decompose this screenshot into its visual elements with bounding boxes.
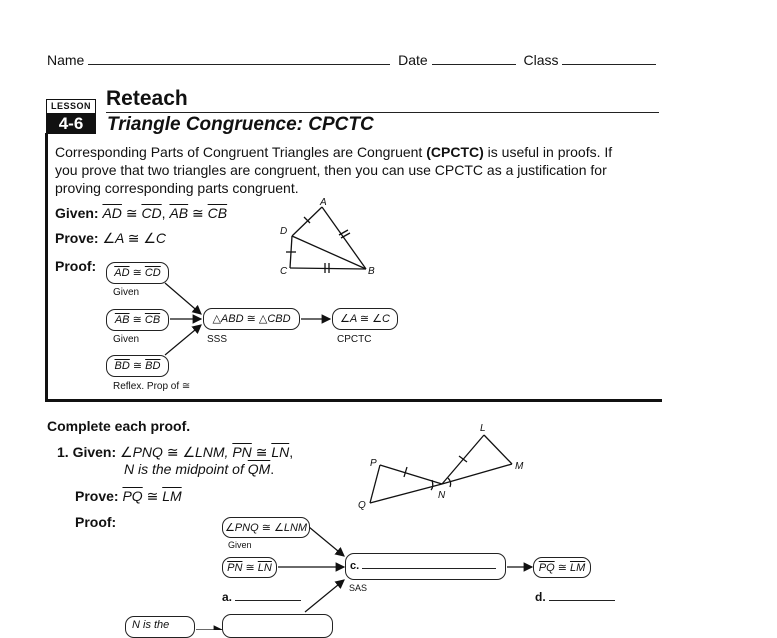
given-angle: ∠PNQ ≅ ∠LNM, [120, 444, 233, 460]
seg-ab: $\overline{AB}$ [169, 205, 189, 221]
cong-symbol: ≅ [132, 267, 142, 279]
vertex-label-m: M [515, 461, 524, 472]
exercise-proof-label: Proof: [75, 514, 117, 530]
edge-pq [370, 465, 380, 503]
vertex-label-c: C [280, 266, 288, 277]
arrow-ex-3 [305, 580, 344, 612]
cong-symbol: ≅ [255, 444, 268, 460]
caption-reflexive: Reflex. Prop of ≅ [113, 381, 191, 392]
midpoint-text: N is the midpoint of [124, 461, 248, 477]
box-seg: $\overline{LN}$ [257, 562, 272, 574]
box-seg: $\overline{CB}$ [144, 314, 161, 326]
blank-a-line[interactable] [235, 600, 301, 601]
blank-c-line[interactable] [362, 554, 496, 569]
given-label: Given: [55, 205, 99, 221]
vertex-label-a: A [320, 197, 327, 208]
bowtie-figure [354, 420, 534, 512]
exercise-prove [75, 488, 182, 505]
lesson-tag: LESSON [46, 99, 96, 114]
ex-box-final [533, 557, 591, 578]
box-seg: $\overline{CD}$ [144, 267, 161, 279]
vertex-label-l: L [480, 423, 486, 434]
example-proof-label: Proof: [55, 258, 97, 274]
intro-cpctc: (CPCTC) [426, 144, 484, 160]
blank-a [222, 590, 301, 604]
ex-box-midpoint [125, 616, 195, 638]
caption-given-1: Given [113, 287, 140, 298]
box-seg: $\overline{PQ}$ [538, 562, 555, 574]
blank-d [535, 590, 615, 604]
lesson-title: Triangle Congruence: CPCTC [107, 114, 374, 135]
seg-cb: $\overline{CB}$ [207, 205, 228, 221]
blank-d-line[interactable] [549, 600, 615, 601]
prove-label: Prove: [75, 488, 119, 504]
cong-symbol: ≅ [557, 562, 567, 574]
arrow-3 [165, 325, 201, 355]
reteach-heading: Reteach [106, 87, 188, 110]
box-seg: $\overline{AD}$ [114, 267, 130, 279]
vertex-label-q: Q [358, 500, 366, 511]
seg-lm: $\overline{LM}$ [162, 488, 182, 504]
proof-box-ab-cb [106, 309, 169, 331]
proof-box-triangles: △ABD ≅ △CBD [203, 308, 300, 330]
box-seg: $\overline{BD}$ [114, 360, 130, 372]
edge-nm [442, 464, 512, 484]
blank-c-label: c. [350, 560, 360, 572]
comma: , [161, 205, 166, 221]
ex-box-c [345, 553, 506, 580]
ex-box-angle: ∠PNQ ≅ ∠LNM [222, 517, 310, 538]
proof-box-bd-bd [106, 355, 169, 377]
cong-symbol: ≅ [192, 205, 204, 221]
ex-box-pn-ln [222, 557, 277, 578]
exercise-number: 1. [57, 444, 69, 460]
arrow-ex-1 [309, 527, 344, 556]
cong-symbol: ≅ [132, 314, 142, 326]
period: . [270, 461, 275, 477]
exercise-given-line2 [124, 461, 274, 477]
seg-ad: $\overline{AD}$ [102, 205, 122, 221]
caption-sss: SSS [207, 334, 228, 345]
box-seg: $\overline{LM}$ [569, 562, 586, 574]
edge-qn [370, 484, 442, 503]
seg-pq: $\overline{PQ}$ [122, 488, 143, 504]
prove-label: Prove: [55, 230, 99, 246]
box-seg: $\overline{AB}$ [114, 314, 130, 326]
ex-box-bottom-blank[interactable] [222, 614, 333, 638]
vertex-label-n: N [438, 490, 446, 501]
caption-given-2: Given [113, 334, 140, 345]
intro-text-b: is useful in proofs. If [483, 144, 613, 160]
vertex-label-d: D [280, 226, 288, 237]
arrow-1 [165, 283, 201, 314]
box-seg: $\overline{BD}$ [145, 360, 161, 372]
seg-cd: $\overline{CD}$ [141, 205, 162, 221]
class-label: Class [523, 52, 559, 68]
seg-ln: $\overline{LN}$ [271, 444, 290, 460]
caption-cpctc: CPCTC [337, 334, 372, 345]
ex-caption-sas: SAS [349, 583, 368, 593]
vertex-label-b: B [368, 266, 375, 277]
cong-symbol: ≅ [125, 205, 138, 221]
box-seg: $\overline{PN}$ [227, 562, 243, 574]
cong-symbol: ≅ [132, 360, 143, 372]
intro-line-3: proving corresponding parts congruent. [55, 180, 299, 196]
blank-d-label: d. [535, 590, 546, 604]
blank-a-label: a. [222, 590, 233, 604]
proof-box-conclusion: ∠A ≅ ∠C [332, 308, 398, 330]
comma: , [289, 444, 294, 460]
lesson-number: 4-6 [46, 114, 96, 134]
cong-symbol: ≅ [245, 562, 255, 574]
given-label: Given: [72, 444, 117, 460]
intro-line-2: you prove that two triangles are congruent, then you can use CPCTC as a justification for [55, 162, 607, 178]
seg-pn: $\overline{PN}$ [232, 444, 252, 460]
exercise-given [57, 444, 293, 461]
ex-caption-given: Given [228, 540, 252, 550]
seg-qm: $\overline{QM}$ [247, 461, 271, 477]
date-label: Date [398, 52, 428, 68]
cong-symbol: ≅ [146, 488, 159, 504]
exercise-heading: Complete each proof. [47, 418, 191, 434]
edge-lm [484, 435, 512, 464]
prove-statement: ∠A ≅ ∠C [102, 230, 167, 246]
intro-text-a: Corresponding Parts of Congruent Triangles are Congruent [55, 144, 427, 160]
name-label: Name [47, 52, 85, 68]
proof-box-ad-cd [106, 262, 169, 284]
midpoint-box-text: N is the [132, 619, 170, 631]
vertex-label-p: P [370, 458, 377, 469]
angle-arc [431, 480, 433, 490]
